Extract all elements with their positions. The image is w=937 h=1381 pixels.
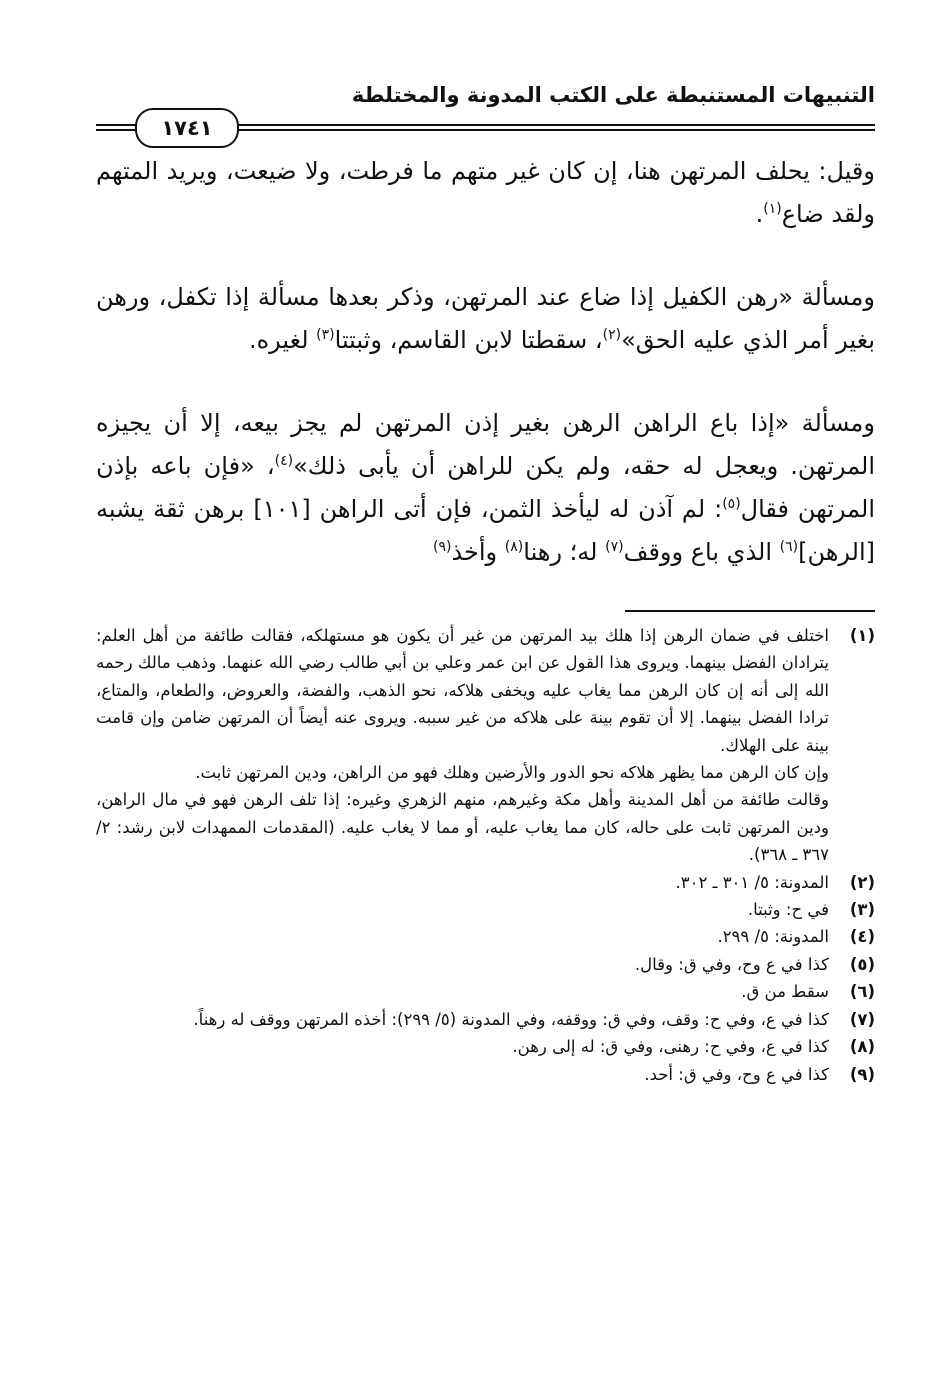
text-run: ومسألة «رهن الكفيل إذا ضاع عند المرتهن، وذكر بعدها مسألة إذا تكفل، ورهن بغير أمر الذي عليه الحق» [96,283,875,354]
paragraph-3 [96,402,875,574]
footnote-2 [96,869,875,896]
footnote-number: (٦) [849,982,875,1002]
footnote-ref-6: (٦) [779,539,799,555]
footnote-text: في ح: وثبتا. [747,900,829,920]
text-run: ، «فإن باعه بإذن المرتهن فقال [96,452,876,523]
footnote-number: (٧) [849,1009,875,1029]
footnote-ref-7: (٧) [605,539,624,555]
footnote-9 [96,1061,875,1088]
footnote-text: كذا في ع، وفي ح: رهنى، وفي ق: له إلى رهن. [512,1037,829,1057]
footnote-1 [96,622,875,759]
footnote-ref-5: (٥) [722,496,741,512]
footnote-text: المدونة: ٥/ ٢٩٩. [717,927,829,947]
footnote-number: (٤) [849,927,875,947]
footnote-ref-8: (٨) [504,539,524,555]
paragraph-1 [96,150,875,236]
footnote-text: المدونة: ٥/ ٣٠١ ـ ٣٠٢. [675,872,829,892]
footnote-separator [625,610,875,612]
paragraph-2 [96,276,875,362]
footnote-4 [96,923,875,950]
page-number: ١٧٤١ [135,108,239,148]
text-run: . [755,200,764,228]
footnote-7 [96,1006,875,1033]
footnote-ref-3: (٣) [316,327,335,343]
footnote-text: كذا في ع، وفي ح: وقف، وفي ق: ووقفه، وفي المدونة (٥/ ٢٩٩): أخذه المرتهن ووقف له رهناً. [193,1009,829,1029]
footnote-text: كذا في ع وح، وفي ق: وقال. [634,954,829,974]
footnote-ref-9: (٩) [432,539,452,555]
footnote-text: كذا في ع وح، وفي ق: أحد. [644,1064,829,1084]
footnote-ref-4: (٤) [274,453,294,469]
footnotes [96,622,875,1088]
footnote-number: (٢) [849,872,875,892]
footnote-1-continuation: وقالت طائفة من أهل المدينة وأهل مكة وغيرهم، منهم الزهري وغيره: إذا تلف الرهن فهو في مال الراهن، ودين المرتهن ثابت على حاله، كان مما يغاب عليه، أو مما لا يغاب عليه. (المقدمات الممهدات لابن رشد: ٢/ ٣٦٧ ـ ٣٦٨). [96,790,829,865]
text-run: ، سقطتا لابن القاسم، وثبتتا [334,326,603,354]
footnote-text: اختلف في ضمان الرهن إذا هلك بيد المرتهن من غير أن يكون هو مستهلكه، فقالت طائفة من أهل العلم: يترادان الفضل بينهما. ويروى هذا القول عن ابن عمر وعلي بن أبي طالب رضي الله عنهما. وذهب مالك رحمه الله إلى أنه إن كان الرهن مما يغاب عليه ويخفى هلاكه، نحو الذهب، والفضة، والعروض، والطعام، والمتاع، ترادا الفضل بينهما. إلا أن تقوم بينة على هلاكه من غير سببه. ويروى عنه أيضاً أن المرتهن ضامن وإن قامت بينة على الهلاك. [96,626,829,755]
footnote-8 [96,1033,875,1060]
footnote-number: (٩) [849,1064,875,1084]
footnote-ref-1: (١) [763,201,782,217]
text-run: : لم آذن له ليأخذ الثمن، فإن أتى الراهن [١٠١] برهن ثقة يشبه [الرهن] [96,495,875,566]
footnote-number: (١) [849,626,875,645]
text-run: له؛ رهنا [523,538,606,566]
footnote-1-continuation: وإن كان الرهن مما يظهر هلاكه نحو الدور والأرضين وهلك فهو من الراهن، ودين المرتهن ثابت. [195,763,829,783]
main-text [96,150,875,574]
header-rule-left [96,124,136,131]
footnote-ref-2: (٢) [602,327,622,343]
text-run: وأخذ [451,538,505,566]
text-run: الذي باع ووقف [623,538,780,566]
text-run: لغيره. [248,326,317,354]
footnote-text: سقط من ق. [741,982,829,1002]
header-rule [236,124,875,131]
footnote-number: (٣) [849,900,875,920]
footnote-number: (٨) [849,1037,875,1057]
footnote-5 [96,951,875,978]
footnote-3 [96,896,875,923]
footnote-body [96,622,829,759]
text-run: ومسألة «إذا باع الراهن الرهن بغير إذن المرتهن لم يجز بيعه، إلا أن يجيزه المرتهن. ويعجل له حقه، ولم يكن للراهن أن يأبى ذلك» [96,409,875,480]
footnote-number: (٥) [849,954,875,974]
running-title: التنبيهات المستنبطة على الكتب المدونة والمختلطة [351,83,875,107]
text-run: وقيل: يحلف المرتهن هنا، إن كان غير متهم ما فرطت، ولا ضيعت، ويريد المتهم ولقد ضاع [96,157,875,228]
footnote-6 [96,978,875,1005]
